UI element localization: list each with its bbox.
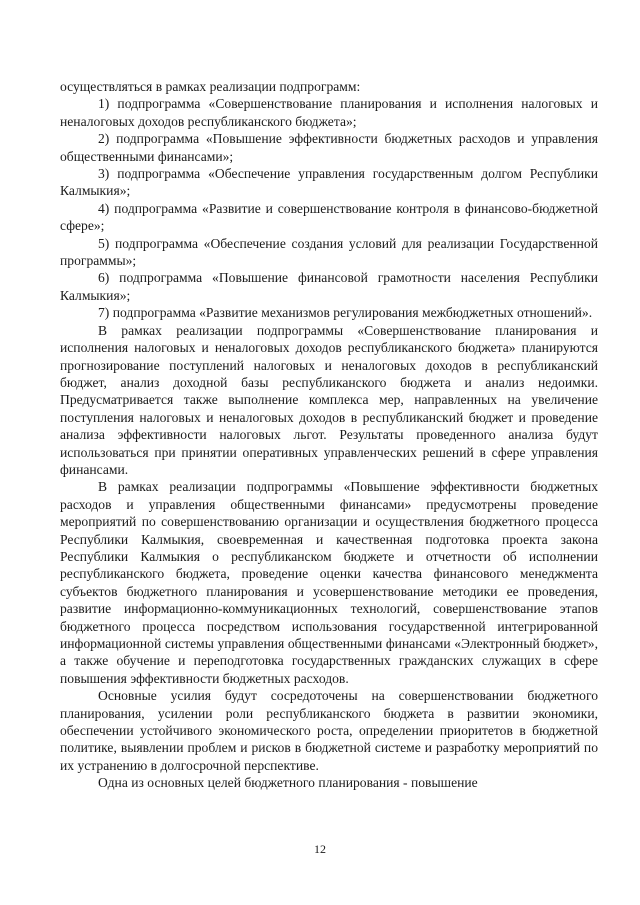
list-item-subprogram-1: 1) подпрограмма «Совершенствование планирования и исполнения налоговых и неналоговых доходов республиканского бюджета»; — [60, 96, 598, 129]
page-number: 12 — [314, 842, 326, 856]
list-item-subprogram-5: 5) подпрограмма «Обеспечение создания условий для реализации Государственной программы»; — [60, 235, 598, 269]
paragraph-revenue-planning: В рамках реализации подпрограммы «Совершенствование планирования и исполнения налоговых и неналоговых доходов республиканского бюджета» планируются прогнозирование поступлений налоговых и неналоговых доходов в республиканский бюджет, анализ доходной базы республиканского бюджета и анализ недоимки. Предусматривается также выполнение комплекса мер, направленных на увеличение поступления налоговых и неналоговых доходов в республиканский бюджет и проведение анализа эффективности налоговых льгот. Результаты проведенного анализа будут использоваться при принятии оперативных управленческих решений в сфере управления финансами. — [60, 322, 598, 477]
list-item-subprogram-3: 3) подпрограмма «Обеспечение управления государственным долгом Республики Калмыкия»; — [60, 166, 598, 199]
paragraph-intro: осуществляться в рамках реализации подпрограмм: — [60, 79, 361, 94]
list-item-subprogram-2: 2) подпрограмма «Повышение эффективности бюджетных расходов и управления общественными финансами»; — [60, 131, 598, 164]
list-item-subprogram-4: 4) подпрограмма «Развитие и совершенствование контроля в финансово-бюджетной сфере»; — [60, 200, 598, 234]
paragraph-continued: Одна из основных целей бюджетного планирования - повышение — [98, 775, 478, 791]
paragraph-main-efforts: Основные усилия будут сосредоточены на совершенствовании бюджетного планирования, усилении роли республиканского бюджета в развитии экономики, обеспечении устойчивого экономического роста, определении приоритетов в бюджетной политике, выявлении проблем и рисков в бюджетной системе и разработку мероприятий по их устранению в долгосрочной перспективе. — [60, 688, 598, 773]
list-item-subprogram-6: 6) подпрограмма «Повышение финансовой грамотности населения Республики Калмыкия»; — [60, 270, 598, 303]
paragraph-expenditure-efficiency: В рамках реализации подпрограммы «Повышение эффективности бюджетных расходов и управления общественными финансами» предусмотрены проведение мероприятий по совершенствованию организации и осуществления бюджетного процесса Республики Калмыкия, своевременная и качественная подготовка проекта закона Республики Калмыкия о республиканском бюджете и отчетности об исполнении республиканского бюджета, проведение оценки качества финансового менеджмента субъектов бюджетного планирования и усовершенствование методики ее проведения, развитие информационно-коммуникационных технологий, совершенствование этапов бюджетного процесса посредством использования государственной интегрированной информационной системы управления общественными финансами «Электронный бюджет», а также обучение и переподготовка государственных гражданских служащих в сфере повышения эффективности бюджетных расходов. — [60, 479, 598, 686]
list-item-subprogram-7: 7) подпрограмма «Развитие механизмов регулирования межбюджетных отношений». — [98, 305, 593, 321]
document-body — [60, 78, 598, 792]
